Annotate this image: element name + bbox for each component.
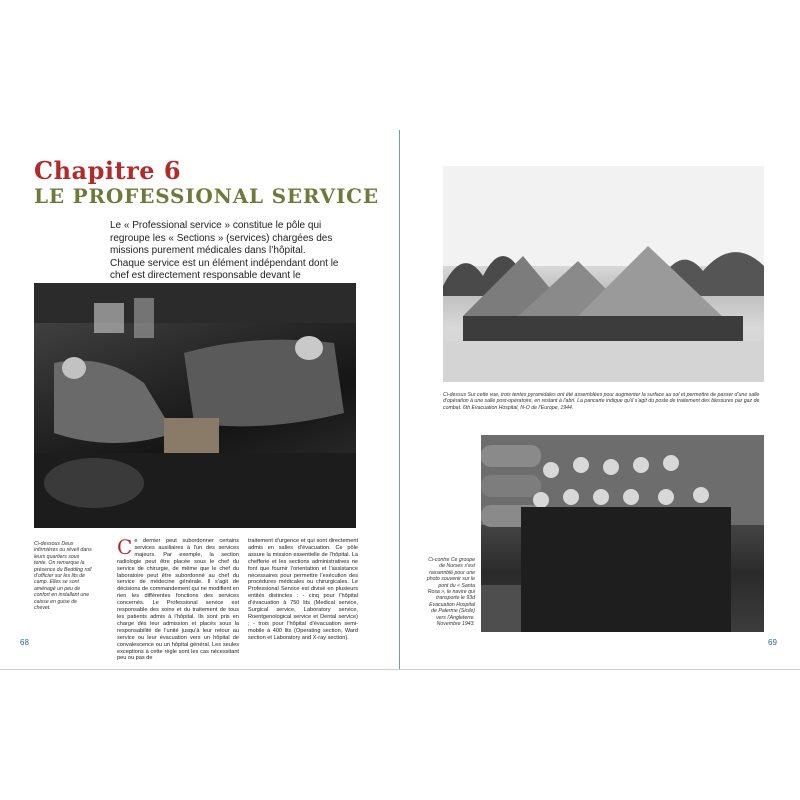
nurses-group-photo: [481, 435, 764, 632]
nurses-sleeping-photo: [34, 283, 356, 528]
chapter-number: Chapitre 6: [34, 156, 182, 185]
page-number-right: 69: [768, 638, 777, 647]
bottom-rule: [0, 669, 800, 670]
page-gutter: [399, 130, 400, 670]
chapter-title: LE PROFESSIONAL SERVICE: [34, 184, 379, 208]
photo-caption-side-right: Ci-contre Ce groupe de Nurses s’est rassemblé pour une photo souvenir sur le pont du « Santa Rosa », le navire qui transporte le 93d Evacuation Hospital de Palerme (Sicile) vers l’Angleterre. Novembre 1943.: [426, 557, 475, 628]
intro-paragraph: Le « Professional service » constitue le pôle qui regroupe les « Sections » (services) chargées des missions purement médicales dans l’hôpital. Chaque service est un élément indépendant dont le chef est directement responsable devant le: [110, 220, 339, 281]
body-column-1: [117, 535, 239, 662]
photo-caption-left: Ci-dessous Deux infirmières ou réveil dans leurs quartiers sous tente. On remarque la présence du Bedding roll d’officier sur les lits de camp. Elles se sont aménagé un peu de confort en installant une caisse en guise de chevet.: [34, 541, 92, 612]
tents-photo: [443, 166, 764, 382]
photo-caption-top-right: Ci-dessus Sur cette vue, trois tentes pyramidales ont été assemblées pour augmenter la surface au sol et permettre de passer d’une salle d’opération à une salle post-opératoire, en restant à l’abri. La pancarte indique qu’il s’agit du poste de traitement des blessures par gaz de combat. 6th Evacuation Hospital, N-O de l’Europe, 1944.: [443, 392, 760, 411]
column-1-text: e dernier peut subordonner certains services auxiliaires à l’un des services majeurs. Par exemple, la section radiologie peut être placée sous le chef du service de chirurgie, de même que le chef du laboratoire peut être subordonné au chef du service de médecine générale. Il s’agit de décisions de commandement qui ne modifient en rien les différentes fonctions des services concernés. Le Professional service est responsable des soins et du traitement de tous les patients admis à l’hôpital. Ils sont pris en charge dès leur admission et placés sous la responsabilité de l’unité jusqu’à leur retour au service ou leur évacuation vers un hôpital de convalescence ou un hôpital général. Les seules exceptions à cette règle sont les cas nécessitant peu ou pas de: [117, 538, 239, 662]
page-number-left: 68: [20, 638, 29, 647]
body-column-2: traitement d’urgence et qui sont directement admis en salles d’évacuation. Ce pôle assure la mission essentielle de l’hôpital. La chefferie et les sections administratives ne font que fournir l’orientation et l’assistance nécessaires pour permettre l’exécution des procédures médicales ou chirurgicales. Le Professional Service est divisé en plusieurs entités distinctes : - cinq pour l’hôpital d’évacuation à 750 lits (Medical service, Surgical service, Laboratory service, Roentgenological service et Dental service) ; - trois pour l’hôpital d’évacuation semi-mobile à 400 lits (Operating section, Ward section et Laboratory and X-ray section).: [248, 538, 358, 641]
drop-cap: C: [117, 535, 133, 559]
